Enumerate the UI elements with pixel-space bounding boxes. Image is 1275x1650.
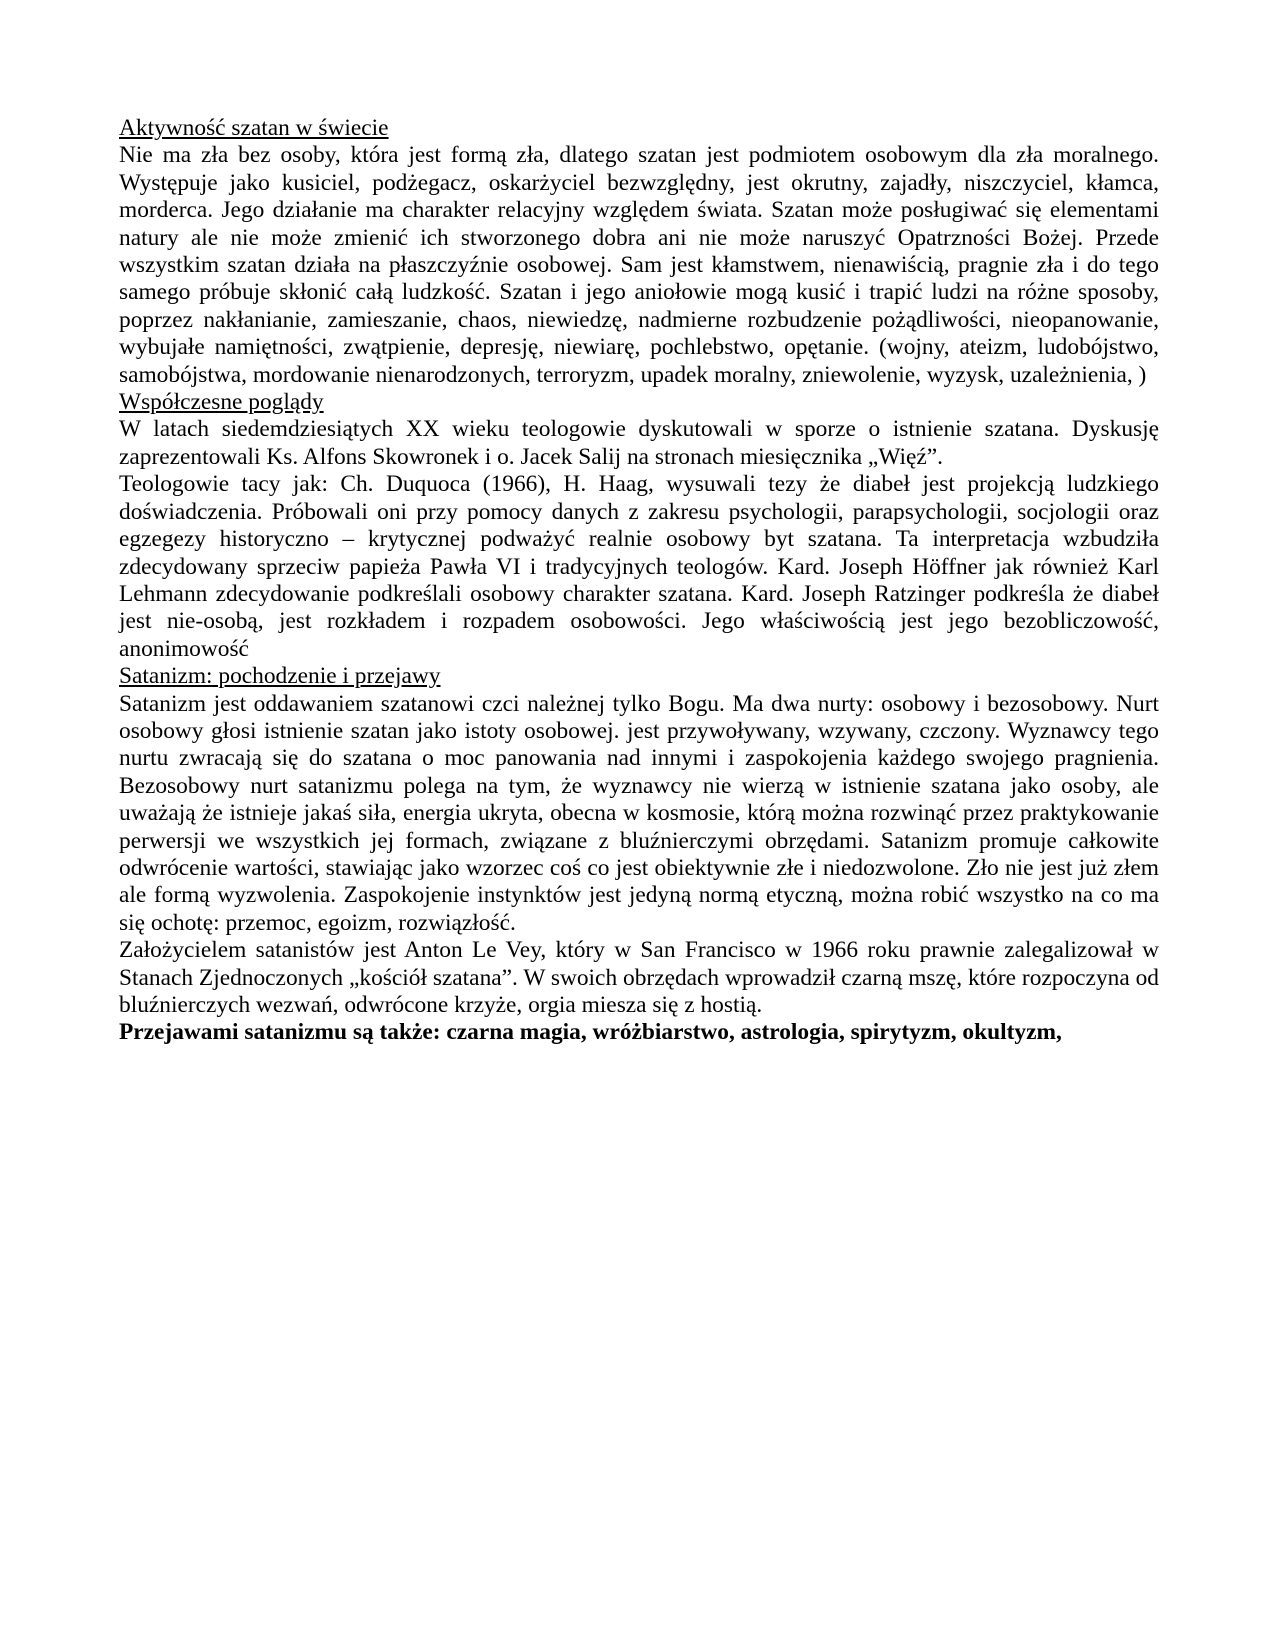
section-heading: Satanizm: pochodzenie i przejawy <box>119 663 441 690</box>
paragraph: Satanizm jest oddawaniem szatanowi czci należnej tylko Bogu. Ma dwa nurty: osobowy i bezosobowy. Nurt osobowy głosi istnienie szatan jako istoty osobowej. jest przywoływany, wzywany, czczony. Wyznawcy tego nurtu zwracają się do szatana o moc panowania nad innymi i zaspokojenia każdego swojego pragnienia. Bezosobowy nurt satanizmu polega na tym, że wyznawcy nie wierzą w istnienie szatana jako osoby, ale uważają że istnieje jakaś siła, energia ukryta, obecna w kosmosie, którą można rozwinąć przez praktykowanie perwersji we wszystkich jej formach, związane z bluźnierczymi obrzędami. Satanizm promuje całkowite odwrócenie wartości, stawiając jako wzorzec coś co jest obiektywnie złe i niedozwolone. Zło nie jest już złem ale formą wyzwolenia. Zaspokojenie instynktów jest jedyną normą etyczną, można robić wszystko na co ma się ochotę: przemoc, egoizm, rozwiązłość. <box>119 690 1159 936</box>
paragraph: Założycielem satanistów jest Anton Le Vey, który w San Francisco w 1966 roku prawnie zalegalizował w Stanach Zjednoczonych „kościół szatana”. W swoich obrzędach wprowadził czarną mszę, które rozpoczyna od bluźnierczych wezwań, odwrócone krzyże, orgia miesza się z hostią. <box>119 937 1159 1018</box>
bold-summary-line: Przejawami satanizmu są także: czarna magia, wróżbiarstwo, astrologia, spirytyzm, okultyzm, <box>119 1019 1062 1046</box>
paragraph: Nie ma zła bez osoby, która jest formą zła, dlatego szatan jest podmiotem osobowym dla zła moralnego. Występuje jako kusiciel, podżegacz, oskarżyciel bezwzględny, jest okrutny, zajadły, niszczyciel, kłamca, morderca. Jego działanie ma charakter relacyjny względem świata. Szatan może posługiwać się elementami natury ale nie może zmienić ich stworzonego dobra ani nie może naruszyć Opatrzności Bożej. Przede wszystkim szatan działa na płaszczyźnie osobowej. Sam jest kłamstwem, nienawiścią, pragnie zła i do tego samego próbuje skłonić całą ludzkość. Szatan i jego aniołowie mogą kusić i trapić ludzi na różne sposoby, poprzez nakłanianie, zamieszanie, chaos, niewiedzę, nadmierne rozbudzenie pożądliwości, nieopanowanie, wybujałe namiętności, zwątpienie, depresję, niewiarę, pochlebstwo, opętanie. (wojny, ateizm, ludobójstwo, samobójstwa, mordowanie nienarodzonych, terroryzm, upadek moralny, zniewolenie, wyzysk, uzależnienia, ) <box>119 142 1159 388</box>
section-heading: Aktywność szatan w świecie <box>119 115 389 141</box>
document-page <box>119 115 1159 1047</box>
section-contemporary-views <box>119 389 1159 663</box>
section-satanism <box>119 663 1159 1047</box>
section-satan-activity <box>119 115 1159 389</box>
paragraph: Teologowie tacy jak: Ch. Duquoca (1966), H. Haag, wysuwali tezy że diabeł jest projekcją ludzkiego doświadczenia. Próbowali oni przy pomocy danych z zakresu psychologii, parapsychologii, socjologii oraz egzegezy historyczno – krytycznej podważyć realnie osobowy byt szatana. Ta interpretacja wzbudziła zdecydowany sprzeciw papieża Pawła VI i tradycyjnych teologów. Kard. Joseph Höffner jak również Karl Lehmann zdecydowanie podkreślali osobowy charakter szatana. Kard. Joseph Ratzinger podkreśla że diabeł jest nie-osobą, jest rozkładem i rozpadem osobowości. Jego właściwością jest jego bezobliczowość, anonimowość <box>119 471 1159 662</box>
section-heading: Współczesne poglądy <box>119 389 324 416</box>
paragraph: W latach siedemdziesiątych XX wieku teologowie dyskutowali w sporze o istnienie szatana. Dyskusję zaprezentowali Ks. Alfons Skowronek i o. Jacek Salij na stronach miesięcznika „Więź”. <box>119 416 1159 470</box>
